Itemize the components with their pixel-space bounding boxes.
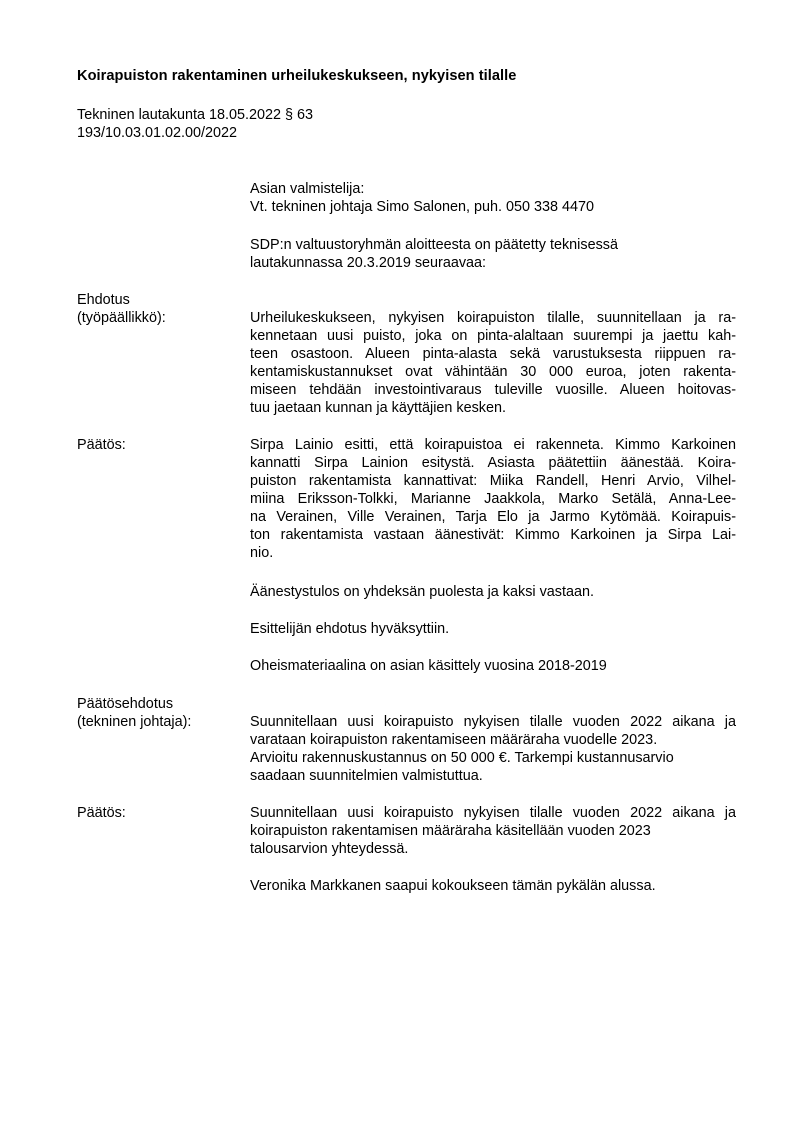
body-line: koirapuiston rakentamisen määräraha käsitellään vuoden 2023 [250, 823, 651, 839]
body-line: kannatti Sirpa Lainion esitystä. Asiasta päätettiin äänestää. Koira- [250, 455, 736, 471]
section-label-line: (työpäällikkö): [77, 310, 166, 326]
body-line: teen osastoon. Alueen pinta-alasta sekä varustuksesta riippuen ra- [250, 346, 736, 362]
body-line: tuu jaetaan kunnan ja käyttäjien kesken. [250, 400, 507, 416]
section-body-decision-proposal [250, 713, 740, 785]
record-number: 193/10.03.01.02.00/2022 [77, 125, 238, 141]
body-line: na Verainen, Ville Verainen, Tarja Elo ja Jarmo Kytömää. Koirapuis- [250, 509, 736, 525]
body-line: kentamiskustannukset ovat vähintään 30 000 euroa, joten rakenta- [250, 364, 736, 380]
body-line: varataan koirapuiston rakentamiseen määräraha vuodelle 2023. [250, 732, 658, 748]
preparer-block [250, 180, 740, 216]
body-line: talousarvion yhteydessä. [250, 841, 409, 857]
section-body-final-decision [250, 804, 740, 858]
body-line: kennetaan uusi puisto, joka on pinta-alaltaan suurempi ja jaettu kah- [250, 328, 736, 344]
body-line: miina Eriksson-Tolkki, Marianne Jaakkola, Marko Setälä, Anna-Lee- [250, 491, 736, 507]
section-label-line: Päätös: [77, 437, 126, 453]
body-line: ton rakentamista vastaan äänestivät: Kimmo Karkoinen ja Sirpa Lai- [250, 527, 736, 543]
meeting-info: Tekninen lautakunta 18.05.2022 § 63 [77, 107, 314, 123]
intro-line: lautakunnassa 20.3.2019 seuraavaa: [250, 255, 487, 271]
section-label-line: Ehdotus [77, 292, 130, 308]
section-label-decision-proposal [77, 695, 191, 731]
preparer-name: Vt. tekninen johtaja Simo Salonen, puh. 050 338 4470 [250, 199, 595, 215]
body-line: Sirpa Lainio esitti, että koirapuistoa ei rakenneta. Kimmo Karkoinen [250, 437, 736, 453]
attachment-note [250, 657, 740, 675]
document-title: Koirapuiston rakentaminen urheilukeskukseen, nykyisen tilalle [77, 68, 517, 84]
body-line: Arvioitu rakennuskustannus on 50 000 €. Tarkempi kustannusarvio [250, 750, 674, 766]
arrival-note [250, 877, 740, 895]
section-body-proposal [250, 309, 740, 417]
section-label-line: (tekninen johtaja): [77, 714, 192, 730]
body-line: saadaan suunnitelmien valmistuttua. [250, 768, 483, 784]
intro-line: SDP:n valtuustoryhmän aloitteesta on päätetty teknisessä [250, 237, 618, 253]
meeting-meta [77, 106, 313, 142]
section-body-decision [250, 436, 740, 562]
body-line: Suunnitellaan uusi koirapuisto nykyisen tilalle vuoden 2022 aikana ja [250, 714, 736, 730]
intro-block [250, 236, 740, 272]
body-line: Urheilukeskukseen, nykyisen koirapuiston tilalle, suunnitellaan ja ra- [250, 310, 736, 326]
body-line: Suunnitellaan uusi koirapuisto nykyisen tilalle vuoden 2022 aikana ja [250, 805, 736, 821]
body-line: puiston rakentamista kannattivat: Miika Randell, Henri Arvio, Vilhel- [250, 473, 736, 489]
section-label-final-decision [77, 804, 126, 822]
section-label-line: Päätösehdotus [77, 696, 174, 712]
vote-result [250, 583, 740, 601]
body-line: nio. [250, 545, 274, 561]
proposal-accepted [250, 620, 740, 638]
preparer-heading: Asian valmistelija: [250, 181, 365, 197]
section-label-decision [77, 436, 126, 454]
body-line: miseen tehdään investointivaraus tuleville vuosille. Alueen hoitovas- [250, 382, 736, 398]
body-line: Oheismateriaalina on asian käsittely vuosina 2018-2019 [250, 658, 607, 674]
body-line: Esittelijän ehdotus hyväksyttiin. [250, 621, 450, 637]
section-label-line: Päätös: [77, 805, 126, 821]
body-line: Veronika Markkanen saapui kokoukseen tämän pykälän alussa. [250, 878, 656, 894]
section-label-proposal [77, 291, 166, 327]
body-line: Äänestystulos on yhdeksän puolesta ja kaksi vastaan. [250, 584, 594, 600]
